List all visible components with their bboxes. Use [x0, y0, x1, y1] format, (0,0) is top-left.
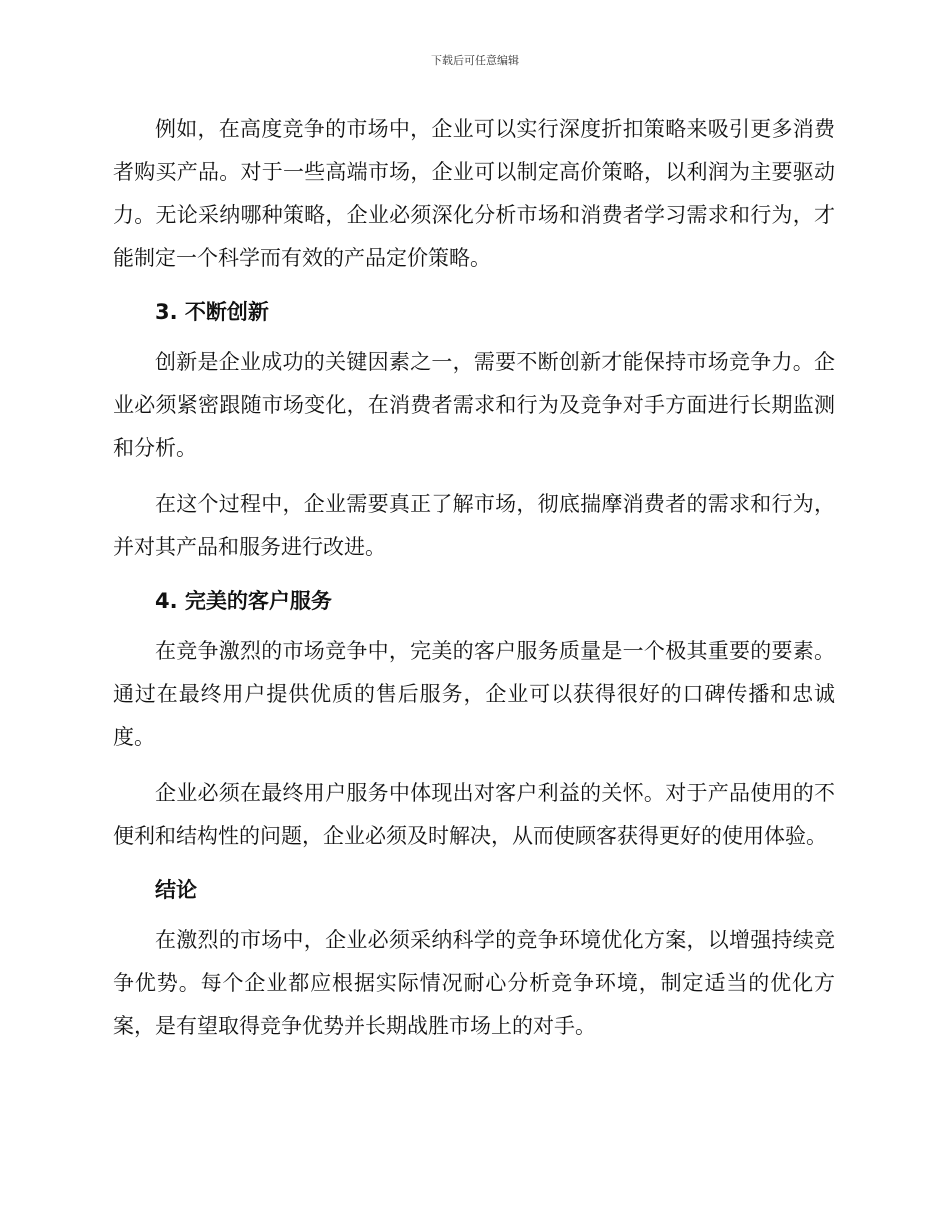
- heading-continuous-innovation: 3. 不断创新: [155, 300, 269, 324]
- heading-conclusion: 结论: [155, 878, 197, 902]
- paragraph-customer-care: 企业必须在最终用户服务中体现出对客户利益的关怀。对于产品使用的不便利和结构性的问题，企业必须及时解决，从而使顾客获得更好的使用体验。: [113, 781, 835, 848]
- paragraph-service-quality: 在竞争激烈的市场竞争中，完美的客户服务质量是一个极其重要的要素。通过在最终用户提供优质的售后服务，企业可以获得很好的口碑传播和忠诚度。: [113, 639, 835, 749]
- page-header: 下载后可任意编辑: [431, 54, 519, 67]
- paragraph-innovation: 创新是企业成功的关键因素之一，需要不断创新才能保持市场竞争力。企业必须紧密跟随市场变化，在消费者需求和行为及竞争对手方面进行长期监测和分析。: [113, 350, 835, 460]
- paragraph-pricing-examples: 例如，在高度竞争的市场中，企业可以实行深度折扣策略来吸引更多消费者购买产品。对于一些高端市场，企业可以制定高价策略，以利润为主要驱动力。无论采纳哪种策略，企业必须深化分析市场和消费者学习需求和行为，才能制定一个科学而有效的产品定价策略。: [113, 117, 835, 270]
- heading-customer-service: 4. 完美的客户服务: [155, 589, 332, 613]
- paragraph-conclusion: 在激烈的市场中，企业必须采纳科学的竞争环境优化方案，以增强持续竞争优势。每个企业都应根据实际情况耐心分析竞争环境，制定适当的优化方案，是有望取得竞争优势并长期战胜市场上的对手。: [113, 928, 835, 1038]
- document-body: [113, 108, 835, 1061]
- paragraph-understand-market: 在这个过程中，企业需要真正了解市场，彻底揣摩消费者的需求和行为，并对其产品和服务进行改进。: [113, 492, 835, 559]
